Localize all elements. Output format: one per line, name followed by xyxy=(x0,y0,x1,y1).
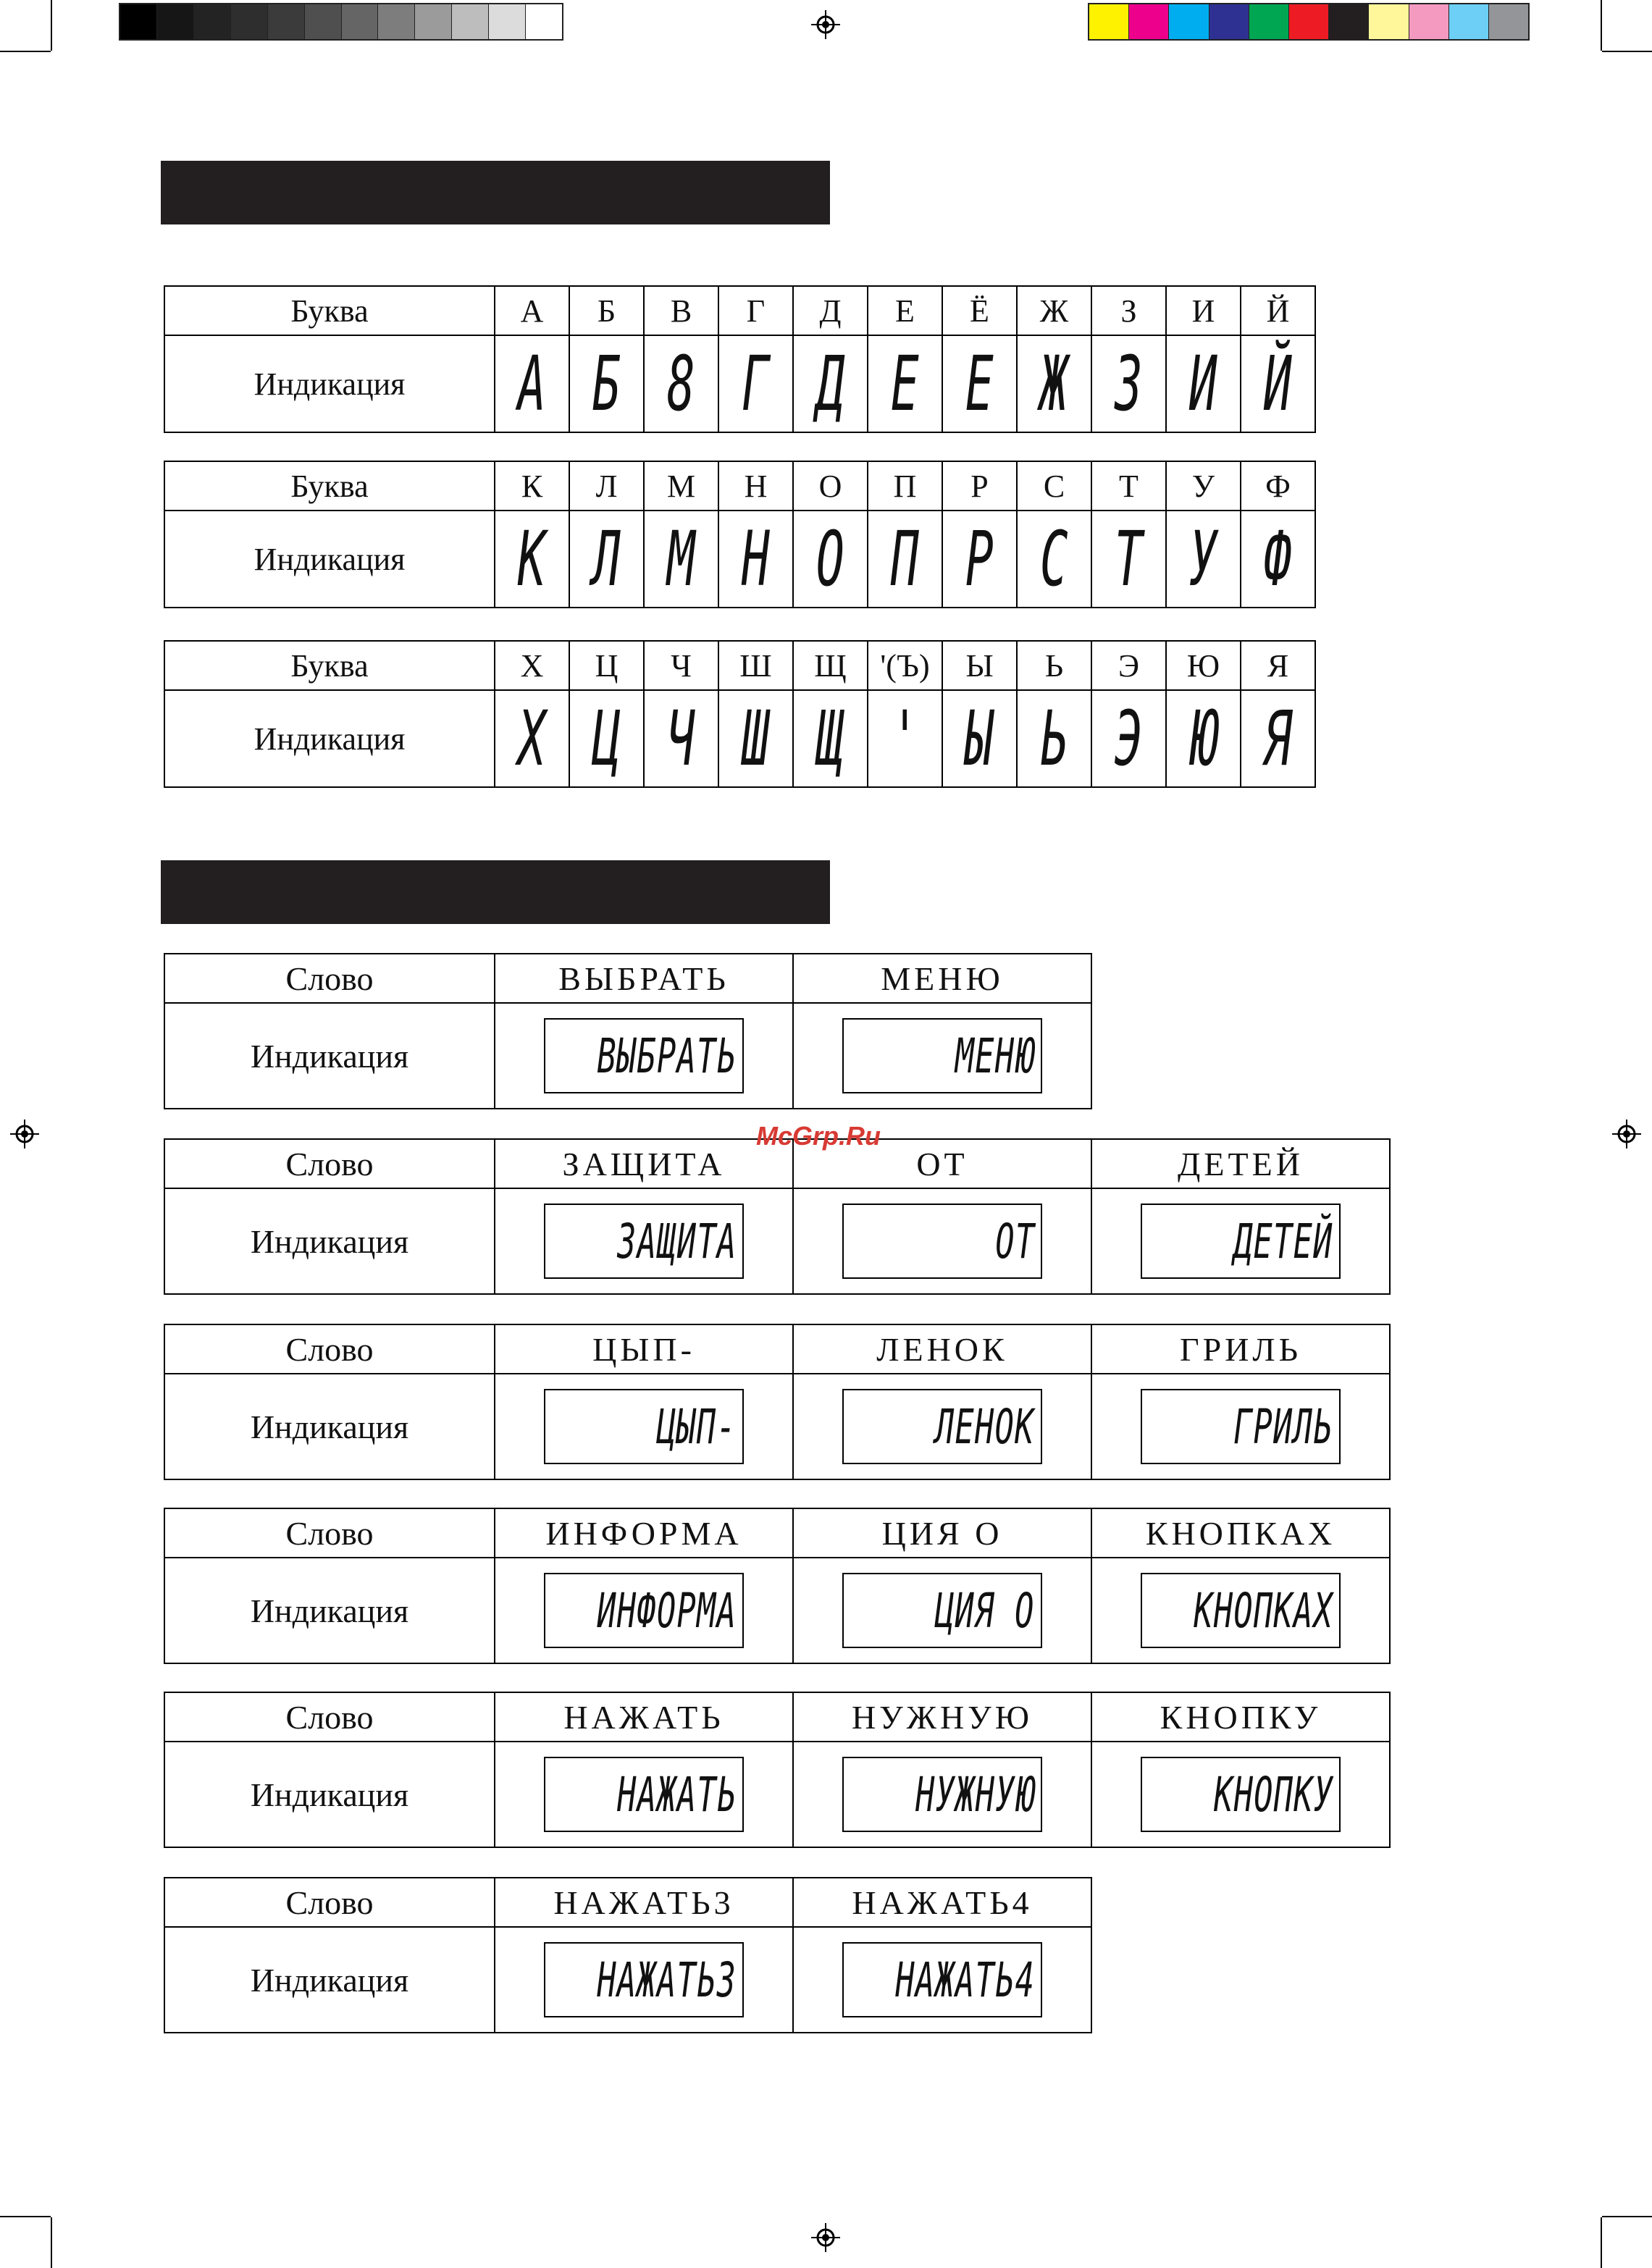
word-row-label: Слово xyxy=(164,1324,495,1374)
lcd-display xyxy=(1141,1204,1341,1279)
lcd-text: ЛЕНОК xyxy=(935,1398,1035,1455)
lcd-display xyxy=(1141,1757,1341,1832)
word-cell: МЕНЮ xyxy=(793,954,1091,1003)
word-cell: ЦЫП- xyxy=(495,1324,793,1374)
lcd-text: НАЖАТЬ4 xyxy=(895,1952,1035,2008)
lcd-text: НАЖАТЬ xyxy=(616,1766,737,1823)
word-row-label: Слово xyxy=(164,1508,495,1558)
letter-cell: Г xyxy=(718,286,793,335)
segment-glyph: O xyxy=(816,515,844,603)
segment-glyph: Л xyxy=(592,515,621,603)
crop-mark xyxy=(51,0,52,51)
letter-cell: К xyxy=(495,461,569,511)
word-table xyxy=(164,1508,1391,1664)
letter-cell: '(Ъ) xyxy=(868,641,942,690)
letter-cell: У xyxy=(1166,461,1241,511)
lcd-text: ОТ xyxy=(994,1213,1035,1269)
section-header-bar xyxy=(161,860,830,924)
segment-glyph: У xyxy=(1189,515,1217,603)
word-table xyxy=(164,1877,1092,2033)
lcd-display xyxy=(544,1942,744,2017)
lcd-display xyxy=(1141,1573,1341,1648)
letter-cell: С xyxy=(1017,461,1091,511)
lcd-text: НАЖАТЬ3 xyxy=(597,1952,737,2008)
segment-glyph: X xyxy=(518,694,546,783)
section-header-bar xyxy=(161,161,830,224)
word-cell: ДЕТЕЙ xyxy=(1091,1139,1390,1188)
segment-glyph: Й xyxy=(1264,340,1292,428)
segment-glyph: П xyxy=(891,515,919,603)
segment-glyph: Э xyxy=(1115,694,1143,783)
letter-cell: Э xyxy=(1091,641,1166,690)
segment-glyph: A xyxy=(518,340,546,428)
display-row-label: Индикация xyxy=(164,1188,495,1294)
lcd-text: ДЕТЕЙ xyxy=(1233,1213,1333,1269)
letter-cell: Ц xyxy=(569,641,644,690)
word-cell: ИНФОРМА xyxy=(495,1508,793,1558)
segment-glyph: 8 xyxy=(667,340,695,428)
grayscale-calibration-strip xyxy=(119,3,563,41)
segment-glyph: E xyxy=(891,340,919,428)
word-cell: НУЖНУЮ xyxy=(793,1692,1091,1742)
word-cell: ВЫБРАТЬ xyxy=(495,954,793,1003)
word-cell: КНОПКУ xyxy=(1091,1692,1390,1742)
word-row-label: Слово xyxy=(164,1878,495,1927)
segment-glyph: Г xyxy=(742,340,770,428)
word-row-label: Слово xyxy=(164,1692,495,1742)
letter-cell: Ё xyxy=(942,286,1017,335)
segment-glyph: H xyxy=(742,515,770,603)
segment-glyph: Ш xyxy=(742,694,770,783)
display-row-label: Индикация xyxy=(164,690,495,787)
letter-table xyxy=(164,285,1316,433)
letter-cell: Д xyxy=(793,286,868,335)
lcd-display xyxy=(842,1204,1042,1279)
letter-table xyxy=(164,640,1316,788)
lcd-text: НУЖНУЮ xyxy=(915,1766,1035,1823)
display-row-label: Индикация xyxy=(164,1742,495,1847)
letter-cell: Н xyxy=(718,461,793,511)
letter-cell: Ч xyxy=(644,641,718,690)
registration-mark-icon xyxy=(811,2223,840,2252)
letter-cell: Щ xyxy=(793,641,868,690)
word-cell: ЛЕНОК xyxy=(793,1324,1091,1374)
segment-glyph: Д xyxy=(816,340,844,428)
letter-cell: Х xyxy=(495,641,569,690)
lcd-display xyxy=(842,1757,1042,1832)
segment-glyph: З xyxy=(1115,340,1143,428)
segment-glyph: Щ xyxy=(816,694,844,783)
lcd-display xyxy=(842,1573,1042,1648)
segment-glyph: E xyxy=(965,340,994,428)
letter-row-label: Буква xyxy=(164,286,495,335)
display-row-label: Индикация xyxy=(164,1003,495,1109)
segment-glyph: Ь xyxy=(1040,694,1068,783)
lcd-display xyxy=(1141,1389,1341,1464)
letter-cell: Й xyxy=(1241,286,1315,335)
lcd-text: ЦЫП- xyxy=(656,1398,737,1455)
lcd-display xyxy=(544,1757,744,1832)
letter-cell: М xyxy=(644,461,718,511)
display-row-label: Индикация xyxy=(164,511,495,608)
crop-mark xyxy=(1602,2216,1652,2217)
letter-cell: Ь xyxy=(1017,641,1091,690)
letter-cell: Е xyxy=(868,286,942,335)
letter-table xyxy=(164,461,1316,608)
lcd-text: ЦИЯ О xyxy=(935,1582,1035,1639)
letter-cell: П xyxy=(868,461,942,511)
segment-glyph: ' xyxy=(891,694,919,783)
word-cell: ЦИЯ О xyxy=(793,1508,1091,1558)
segment-glyph: T xyxy=(1115,515,1143,603)
lcd-display xyxy=(842,1389,1042,1464)
segment-glyph: Ц xyxy=(592,694,621,783)
word-row-label: Слово xyxy=(164,1139,495,1188)
word-row-label: Слово xyxy=(164,954,495,1003)
lcd-text: КНОПКАХ xyxy=(1194,1582,1333,1639)
segment-glyph: Ф xyxy=(1264,515,1292,603)
lcd-display xyxy=(842,1942,1042,2017)
segment-glyph: Ж xyxy=(1040,340,1068,428)
crop-mark xyxy=(1601,2217,1602,2268)
lcd-display xyxy=(544,1018,744,1093)
lcd-text: ГРИЛЬ xyxy=(1233,1398,1333,1455)
registration-mark-icon xyxy=(10,1120,39,1148)
display-row-label: Индикация xyxy=(164,1927,495,2033)
display-row-label: Индикация xyxy=(164,1558,495,1663)
watermark: McGrp.Ru xyxy=(756,1121,881,1151)
segment-glyph: Я xyxy=(1264,694,1292,783)
word-table xyxy=(164,953,1092,1109)
segment-glyph: C xyxy=(1040,515,1068,603)
letter-cell: Ы xyxy=(942,641,1017,690)
letter-cell: Ж xyxy=(1017,286,1091,335)
word-table xyxy=(164,1692,1391,1848)
segment-glyph: M xyxy=(667,515,695,603)
lcd-text: КНОПКУ xyxy=(1213,1766,1333,1823)
registration-mark-icon xyxy=(811,10,840,39)
lcd-display xyxy=(842,1018,1042,1093)
lcd-text: ЗАЩИТА xyxy=(616,1213,737,1269)
lcd-display xyxy=(544,1389,744,1464)
letter-cell: Б xyxy=(569,286,644,335)
letter-cell: Ф xyxy=(1241,461,1315,511)
letter-cell: Т xyxy=(1091,461,1166,511)
display-row-label: Индикация xyxy=(164,1374,495,1479)
letter-row-label: Буква xyxy=(164,641,495,690)
lcd-text: ВЫБРАТЬ xyxy=(597,1028,737,1084)
segment-glyph: И xyxy=(1189,340,1217,428)
segment-glyph: Б xyxy=(592,340,621,428)
letter-cell: О xyxy=(793,461,868,511)
segment-glyph: Ы xyxy=(965,694,994,783)
segment-glyph: Ч xyxy=(667,694,695,783)
lcd-text: ИНФОРМА xyxy=(597,1582,737,1639)
word-cell: НАЖАТЬ3 xyxy=(495,1878,793,1927)
word-cell: НАЖАТЬ xyxy=(495,1692,793,1742)
crop-mark xyxy=(0,2216,51,2217)
word-cell: ГРИЛЬ xyxy=(1091,1324,1390,1374)
letter-cell: В xyxy=(644,286,718,335)
lcd-display xyxy=(544,1204,744,1279)
word-cell: ЗАЩИТА xyxy=(495,1139,793,1188)
segment-glyph: K xyxy=(518,515,546,603)
letter-cell: Л xyxy=(569,461,644,511)
lcd-display xyxy=(544,1573,744,1648)
crop-mark xyxy=(0,51,51,52)
letter-row-label: Буква xyxy=(164,461,495,511)
color-calibration-strip xyxy=(1088,3,1530,41)
word-cell: НАЖАТЬ4 xyxy=(793,1878,1091,1927)
segment-glyph: P xyxy=(965,515,994,603)
crop-mark xyxy=(1602,51,1652,52)
letter-cell: А xyxy=(495,286,569,335)
letter-cell: З xyxy=(1091,286,1166,335)
crop-mark xyxy=(1601,0,1602,51)
letter-cell: И xyxy=(1166,286,1241,335)
word-cell: ОТ xyxy=(793,1139,1091,1188)
registration-mark-icon xyxy=(1612,1120,1641,1148)
crop-mark xyxy=(51,2217,52,2268)
segment-glyph: Ю xyxy=(1189,694,1217,783)
letter-cell: Ю xyxy=(1166,641,1241,690)
lcd-text: МЕНЮ xyxy=(955,1028,1035,1084)
word-table xyxy=(164,1138,1391,1295)
word-table xyxy=(164,1324,1391,1480)
letter-cell: Я xyxy=(1241,641,1315,690)
letter-cell: Ш xyxy=(718,641,793,690)
letter-cell: Р xyxy=(942,461,1017,511)
word-cell: КНОПКАХ xyxy=(1091,1508,1390,1558)
display-row-label: Индикация xyxy=(164,335,495,432)
